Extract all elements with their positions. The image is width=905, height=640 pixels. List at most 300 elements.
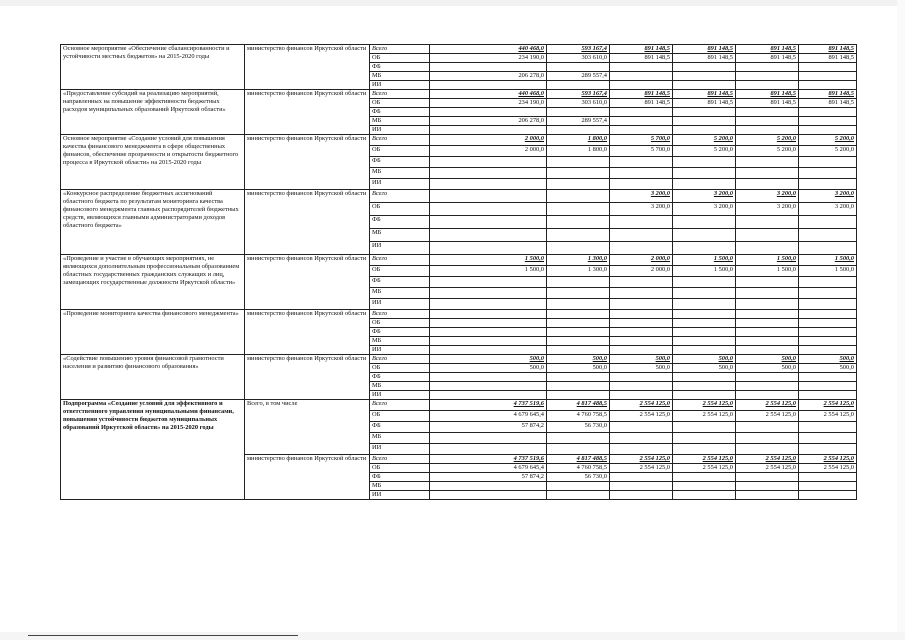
amount-cell-year-3: 3 200,0 [610, 203, 673, 216]
amount-cell-year-1: 206 278,0 [430, 72, 547, 81]
amount-cell-year-5 [736, 157, 799, 168]
amount-cell-year-3 [610, 157, 673, 168]
amount-cell-year-3 [610, 346, 673, 355]
amount-cell-year-5 [736, 328, 799, 337]
amount-cell-year-1 [430, 328, 547, 337]
funding-source-cell: ИИ [370, 179, 430, 190]
amount-cell-year-2 [547, 433, 610, 444]
amount-cell-year-4: 500,0 [673, 364, 736, 373]
funding-source-cell: ИИ [370, 81, 430, 90]
amount-cell-year-2: 4 760 758,5 [547, 411, 610, 422]
amount-cell-year-1 [430, 126, 547, 135]
amount-cell-year-2: 303 610,0 [547, 54, 610, 63]
amount-cell-year-6: 5 200,0 [799, 135, 857, 146]
amount-cell-year-2 [547, 382, 610, 391]
amount-cell-year-1 [430, 203, 547, 216]
amount-cell-year-4: 2 554 125,0 [673, 455, 736, 464]
amount-cell-year-2: 500,0 [547, 355, 610, 364]
amount-cell-year-4: 891 148,5 [673, 54, 736, 63]
amount-cell-year-3 [610, 337, 673, 346]
amount-cell-year-5: 891 148,5 [736, 45, 799, 54]
amount-cell-year-2 [547, 288, 610, 299]
amount-cell-year-2: 4 760 758,5 [547, 464, 610, 473]
amount-cell-year-1 [430, 337, 547, 346]
amount-cell-year-6: 891 148,5 [799, 90, 857, 99]
amount-cell-year-5 [736, 117, 799, 126]
funding-source-cell: МБ [370, 482, 430, 491]
amount-cell-year-3 [610, 242, 673, 255]
funding-source-cell: ОБ [370, 319, 430, 328]
amount-cell-year-5: 891 148,5 [736, 54, 799, 63]
amount-cell-year-6 [799, 216, 857, 229]
funding-source-cell: МБ [370, 433, 430, 444]
funding-source-cell: ОБ [370, 99, 430, 108]
amount-cell-year-5 [736, 391, 799, 400]
footnote-rule [28, 635, 298, 636]
funding-source-cell: ОБ [370, 203, 430, 216]
amount-cell-year-3: 2 000,0 [610, 266, 673, 277]
amount-cell-year-1: 1 500,0 [430, 266, 547, 277]
amount-cell-year-2 [547, 108, 610, 117]
amount-cell-year-4: 2 554 125,0 [673, 411, 736, 422]
amount-cell-year-2: 593 167,4 [547, 45, 610, 54]
amount-cell-year-1 [430, 299, 547, 310]
amount-cell-year-5 [736, 81, 799, 90]
amount-cell-year-6 [799, 72, 857, 81]
amount-cell-year-6: 3 200,0 [799, 190, 857, 203]
amount-cell-year-4 [673, 346, 736, 355]
amount-cell-year-1 [430, 444, 547, 455]
amount-cell-year-1 [430, 482, 547, 491]
amount-cell-year-4 [673, 242, 736, 255]
activity-name-cell: «Содействие повышению уровня финансовой грамотности населения и развитию финансового образования» [61, 355, 245, 400]
funding-source-cell: ФБ [370, 108, 430, 117]
amount-cell-year-6 [799, 299, 857, 310]
amount-cell-year-4 [673, 433, 736, 444]
amount-cell-year-3: 500,0 [610, 355, 673, 364]
amount-cell-year-2 [547, 242, 610, 255]
amount-cell-year-6: 1 500,0 [799, 266, 857, 277]
amount-cell-year-2 [547, 229, 610, 242]
amount-cell-year-1 [430, 63, 547, 72]
amount-cell-year-6 [799, 117, 857, 126]
funding-source-cell: ИИ [370, 444, 430, 455]
amount-cell-year-1 [430, 391, 547, 400]
amount-cell-year-6 [799, 337, 857, 346]
amount-cell-year-3 [610, 491, 673, 500]
amount-cell-year-2 [547, 319, 610, 328]
amount-cell-year-2: 303 610,0 [547, 99, 610, 108]
amount-cell-year-5 [736, 473, 799, 482]
amount-cell-year-1 [430, 277, 547, 288]
amount-cell-year-5: 3 200,0 [736, 190, 799, 203]
amount-cell-year-5 [736, 216, 799, 229]
amount-cell-year-3 [610, 229, 673, 242]
funding-source-cell: Всего [370, 255, 430, 266]
table-row [61, 135, 857, 146]
amount-cell-year-1: 4 737 519,6 [430, 455, 547, 464]
funding-source-cell: ИИ [370, 391, 430, 400]
amount-cell-year-1: 440 468,0 [430, 45, 547, 54]
amount-cell-year-2 [547, 277, 610, 288]
amount-cell-year-3: 891 148,5 [610, 90, 673, 99]
amount-cell-year-6: 2 554 125,0 [799, 464, 857, 473]
activity-name-cell: Основное мероприятие «Обеспечение сбалансированности и устойчивости местных бюджетов» на 2015-2020 годы [61, 45, 245, 90]
amount-cell-year-5 [736, 277, 799, 288]
amount-cell-year-4: 5 200,0 [673, 146, 736, 157]
amount-cell-year-4 [673, 337, 736, 346]
funding-source-cell: Всего [370, 310, 430, 319]
amount-cell-year-6 [799, 242, 857, 255]
scan-right-edge [897, 0, 905, 640]
amount-cell-year-2 [547, 337, 610, 346]
amount-cell-year-1: 1 500,0 [430, 255, 547, 266]
amount-cell-year-1 [430, 346, 547, 355]
amount-cell-year-2 [547, 373, 610, 382]
amount-cell-year-2: 1 300,0 [547, 266, 610, 277]
amount-cell-year-1 [430, 168, 547, 179]
amount-cell-year-3 [610, 444, 673, 455]
amount-cell-year-2: 289 557,4 [547, 117, 610, 126]
amount-cell-year-4: 3 200,0 [673, 203, 736, 216]
amount-cell-year-4 [673, 382, 736, 391]
amount-cell-year-6 [799, 288, 857, 299]
funding-source-cell: ИИ [370, 242, 430, 255]
amount-cell-year-1 [430, 491, 547, 500]
amount-cell-year-2 [547, 81, 610, 90]
scan-bottom-edge [0, 632, 905, 640]
amount-cell-year-4 [673, 444, 736, 455]
funding-source-cell: МБ [370, 288, 430, 299]
amount-cell-year-4 [673, 63, 736, 72]
amount-cell-year-1: 440 468,0 [430, 90, 547, 99]
amount-cell-year-5 [736, 126, 799, 135]
funding-source-cell: МБ [370, 337, 430, 346]
amount-cell-year-3: 5 700,0 [610, 135, 673, 146]
funding-source-cell: Всего [370, 190, 430, 203]
amount-cell-year-1 [430, 157, 547, 168]
amount-cell-year-2 [547, 203, 610, 216]
amount-cell-year-5 [736, 337, 799, 346]
amount-cell-year-1: 57 874,2 [430, 473, 547, 482]
amount-cell-year-2 [547, 328, 610, 337]
amount-cell-year-6 [799, 391, 857, 400]
amount-cell-year-3: 891 148,5 [610, 54, 673, 63]
amount-cell-year-5: 891 148,5 [736, 90, 799, 99]
amount-cell-year-5 [736, 63, 799, 72]
amount-cell-year-2 [547, 126, 610, 135]
amount-cell-year-2 [547, 444, 610, 455]
funding-source-cell: ФБ [370, 373, 430, 382]
funding-source-cell: ФБ [370, 277, 430, 288]
amount-cell-year-3 [610, 391, 673, 400]
amount-cell-year-4 [673, 310, 736, 319]
funding-source-cell: МБ [370, 229, 430, 242]
amount-cell-year-3: 891 148,5 [610, 99, 673, 108]
amount-cell-year-1: 4 737 519,6 [430, 400, 547, 411]
amount-cell-year-1: 234 190,0 [430, 54, 547, 63]
amount-cell-year-6 [799, 444, 857, 455]
amount-cell-year-3 [610, 216, 673, 229]
funding-source-cell: МБ [370, 382, 430, 391]
amount-cell-year-6 [799, 328, 857, 337]
amount-cell-year-6 [799, 157, 857, 168]
amount-cell-year-3 [610, 299, 673, 310]
activity-name-cell: «Конкурсное распределение бюджетных ассигнований областного бюджета по результатам мониторинга качества финансового менеджмента главных распорядителей бюджетных средств, являющихся главными администраторами доходов областного бюджета» [61, 190, 245, 255]
funding-source-cell: ИИ [370, 299, 430, 310]
activity-name-cell: «Проведение и участие в обучающих мероприятиях, не являющихся дополнительным профессиональным образованием областных государственных гражданских служащих и лиц, замещающих государственные должности Иркутской области» [61, 255, 245, 310]
amount-cell-year-5 [736, 299, 799, 310]
amount-cell-year-3: 2 554 125,0 [610, 455, 673, 464]
amount-cell-year-2: 4 817 488,5 [547, 400, 610, 411]
amount-cell-year-3: 2 554 125,0 [610, 411, 673, 422]
amount-cell-year-2 [547, 299, 610, 310]
funding-source-cell: ОБ [370, 146, 430, 157]
funding-source-cell: Всего [370, 400, 430, 411]
executor-cell: министерство финансов Иркутской области [245, 135, 370, 190]
amount-cell-year-6 [799, 81, 857, 90]
funding-source-cell: ФБ [370, 157, 430, 168]
funding-source-cell: ОБ [370, 464, 430, 473]
amount-cell-year-3 [610, 433, 673, 444]
table-row [61, 400, 857, 411]
amount-cell-year-5: 5 200,0 [736, 135, 799, 146]
budget-table-body [61, 45, 857, 500]
amount-cell-year-5 [736, 491, 799, 500]
amount-cell-year-3 [610, 108, 673, 117]
amount-cell-year-1 [430, 288, 547, 299]
amount-cell-year-3 [610, 72, 673, 81]
amount-cell-year-3 [610, 179, 673, 190]
amount-cell-year-1 [430, 190, 547, 203]
amount-cell-year-2: 4 817 488,5 [547, 455, 610, 464]
amount-cell-year-1 [430, 229, 547, 242]
funding-source-cell: МБ [370, 72, 430, 81]
budget-table [60, 44, 857, 500]
amount-cell-year-6: 2 554 125,0 [799, 400, 857, 411]
amount-cell-year-3 [610, 310, 673, 319]
amount-cell-year-5 [736, 373, 799, 382]
funding-source-cell: ФБ [370, 216, 430, 229]
amount-cell-year-2 [547, 482, 610, 491]
amount-cell-year-4 [673, 179, 736, 190]
amount-cell-year-5 [736, 422, 799, 433]
funding-source-cell: Всего [370, 355, 430, 364]
amount-cell-year-4: 2 554 125,0 [673, 400, 736, 411]
executor-cell: министерство финансов Иркутской области [245, 355, 370, 400]
amount-cell-year-4: 891 148,5 [673, 90, 736, 99]
amount-cell-year-4 [673, 229, 736, 242]
amount-cell-year-4 [673, 422, 736, 433]
amount-cell-year-1: 500,0 [430, 355, 547, 364]
amount-cell-year-6 [799, 277, 857, 288]
amount-cell-year-6 [799, 310, 857, 319]
amount-cell-year-3 [610, 373, 673, 382]
amount-cell-year-1 [430, 179, 547, 190]
executor-cell: Всего, в том числе [245, 400, 370, 455]
amount-cell-year-5 [736, 482, 799, 491]
amount-cell-year-5 [736, 444, 799, 455]
amount-cell-year-6 [799, 126, 857, 135]
activity-name-cell: «Предоставление субсидий на реализацию мероприятий, направленных на повышение эффективности бюджетных расходов муниципальных образований Иркутской области» [61, 90, 245, 135]
amount-cell-year-5: 3 200,0 [736, 203, 799, 216]
amount-cell-year-2: 1 300,0 [547, 255, 610, 266]
amount-cell-year-5: 2 554 125,0 [736, 400, 799, 411]
amount-cell-year-5: 2 554 125,0 [736, 411, 799, 422]
amount-cell-year-5 [736, 229, 799, 242]
amount-cell-year-3 [610, 63, 673, 72]
amount-cell-year-5 [736, 382, 799, 391]
amount-cell-year-6 [799, 168, 857, 179]
amount-cell-year-1 [430, 319, 547, 328]
amount-cell-year-4 [673, 491, 736, 500]
amount-cell-year-6 [799, 63, 857, 72]
table-row [61, 355, 857, 364]
amount-cell-year-4: 500,0 [673, 355, 736, 364]
amount-cell-year-2 [547, 190, 610, 203]
funding-source-cell: ОБ [370, 54, 430, 63]
funding-source-cell: Всего [370, 455, 430, 464]
amount-cell-year-1: 57 874,2 [430, 422, 547, 433]
amount-cell-year-3: 5 700,0 [610, 146, 673, 157]
amount-cell-year-4 [673, 473, 736, 482]
amount-cell-year-3 [610, 482, 673, 491]
executor-cell: министерство финансов Иркутской области [245, 45, 370, 90]
amount-cell-year-1: 2 000,0 [430, 146, 547, 157]
activity-name-cell: Подпрограмма «Создание условий для эффективного и ответственного управления муниципальными финансами, повышения устойчивости бюджетов муниципальных образований Иркутской области» на 2015-2020 годы [61, 400, 245, 500]
table-row [61, 255, 857, 266]
amount-cell-year-3: 2 554 125,0 [610, 400, 673, 411]
amount-cell-year-3 [610, 422, 673, 433]
amount-cell-year-6 [799, 373, 857, 382]
amount-cell-year-1 [430, 108, 547, 117]
amount-cell-year-6 [799, 319, 857, 328]
funding-source-cell: ФБ [370, 328, 430, 337]
amount-cell-year-2: 56 730,0 [547, 473, 610, 482]
amount-cell-year-1 [430, 382, 547, 391]
amount-cell-year-2 [547, 216, 610, 229]
funding-source-cell: Всего [370, 90, 430, 99]
amount-cell-year-6: 891 148,5 [799, 54, 857, 63]
amount-cell-year-3 [610, 473, 673, 482]
amount-cell-year-3: 500,0 [610, 364, 673, 373]
amount-cell-year-2: 593 167,4 [547, 90, 610, 99]
amount-cell-year-1 [430, 433, 547, 444]
amount-cell-year-5: 1 500,0 [736, 266, 799, 277]
funding-source-cell: ИИ [370, 346, 430, 355]
amount-cell-year-2 [547, 310, 610, 319]
amount-cell-year-3 [610, 382, 673, 391]
amount-cell-year-6: 500,0 [799, 364, 857, 373]
amount-cell-year-1: 500,0 [430, 364, 547, 373]
amount-cell-year-3 [610, 126, 673, 135]
amount-cell-year-4: 891 148,5 [673, 99, 736, 108]
amount-cell-year-1: 206 278,0 [430, 117, 547, 126]
amount-cell-year-1: 234 190,0 [430, 99, 547, 108]
amount-cell-year-6 [799, 346, 857, 355]
amount-cell-year-6 [799, 491, 857, 500]
amount-cell-year-4 [673, 373, 736, 382]
amount-cell-year-5: 891 148,5 [736, 99, 799, 108]
funding-source-cell: ФБ [370, 63, 430, 72]
funding-source-cell: ФБ [370, 473, 430, 482]
funding-source-cell: ИИ [370, 126, 430, 135]
amount-cell-year-4 [673, 157, 736, 168]
funding-source-cell: ОБ [370, 364, 430, 373]
amount-cell-year-4 [673, 319, 736, 328]
amount-cell-year-4: 1 500,0 [673, 255, 736, 266]
amount-cell-year-2 [547, 157, 610, 168]
amount-cell-year-6 [799, 482, 857, 491]
amount-cell-year-5 [736, 179, 799, 190]
amount-cell-year-6: 2 554 125,0 [799, 455, 857, 464]
amount-cell-year-6 [799, 229, 857, 242]
funding-source-cell: МБ [370, 117, 430, 126]
amount-cell-year-5: 500,0 [736, 364, 799, 373]
amount-cell-year-5: 2 554 125,0 [736, 464, 799, 473]
amount-cell-year-6 [799, 433, 857, 444]
amount-cell-year-5 [736, 310, 799, 319]
amount-cell-year-4: 3 200,0 [673, 190, 736, 203]
amount-cell-year-2 [547, 346, 610, 355]
funding-source-cell: ИИ [370, 491, 430, 500]
amount-cell-year-2 [547, 63, 610, 72]
amount-cell-year-4 [673, 277, 736, 288]
amount-cell-year-6 [799, 473, 857, 482]
amount-cell-year-3: 891 148,5 [610, 45, 673, 54]
amount-cell-year-4 [673, 391, 736, 400]
executor-cell: министерство финансов Иркутской области [245, 310, 370, 355]
activity-name-cell: «Проведение мониторинга качества финансового менеджмента» [61, 310, 245, 355]
amount-cell-year-3: 2 000,0 [610, 255, 673, 266]
amount-cell-year-5: 500,0 [736, 355, 799, 364]
amount-cell-year-1 [430, 310, 547, 319]
amount-cell-year-1 [430, 242, 547, 255]
executor-cell: министерство финансов Иркутской области [245, 190, 370, 255]
table-row [61, 45, 857, 54]
amount-cell-year-4 [673, 328, 736, 337]
amount-cell-year-5 [736, 433, 799, 444]
table-row [61, 90, 857, 99]
amount-cell-year-4: 5 200,0 [673, 135, 736, 146]
executor-cell: министерство финансов Иркутской области [245, 255, 370, 310]
amount-cell-year-5 [736, 288, 799, 299]
amount-cell-year-2 [547, 179, 610, 190]
amount-cell-year-5 [736, 168, 799, 179]
amount-cell-year-1 [430, 81, 547, 90]
amount-cell-year-3 [610, 168, 673, 179]
executor-cell: министерство финансов Иркутской области [245, 455, 370, 500]
amount-cell-year-1: 2 000,0 [430, 135, 547, 146]
amount-cell-year-6 [799, 422, 857, 433]
amount-cell-year-4: 1 500,0 [673, 266, 736, 277]
amount-cell-year-3 [610, 288, 673, 299]
amount-cell-year-6: 5 200,0 [799, 146, 857, 157]
amount-cell-year-4 [673, 216, 736, 229]
amount-cell-year-2: 500,0 [547, 364, 610, 373]
amount-cell-year-2: 56 730,0 [547, 422, 610, 433]
amount-cell-year-5 [736, 319, 799, 328]
amount-cell-year-3 [610, 319, 673, 328]
amount-cell-year-5 [736, 72, 799, 81]
amount-cell-year-1: 4 679 645,4 [430, 411, 547, 422]
amount-cell-year-6 [799, 179, 857, 190]
amount-cell-year-4 [673, 72, 736, 81]
amount-cell-year-6 [799, 108, 857, 117]
amount-cell-year-2 [547, 168, 610, 179]
amount-cell-year-4 [673, 126, 736, 135]
amount-cell-year-6 [799, 382, 857, 391]
